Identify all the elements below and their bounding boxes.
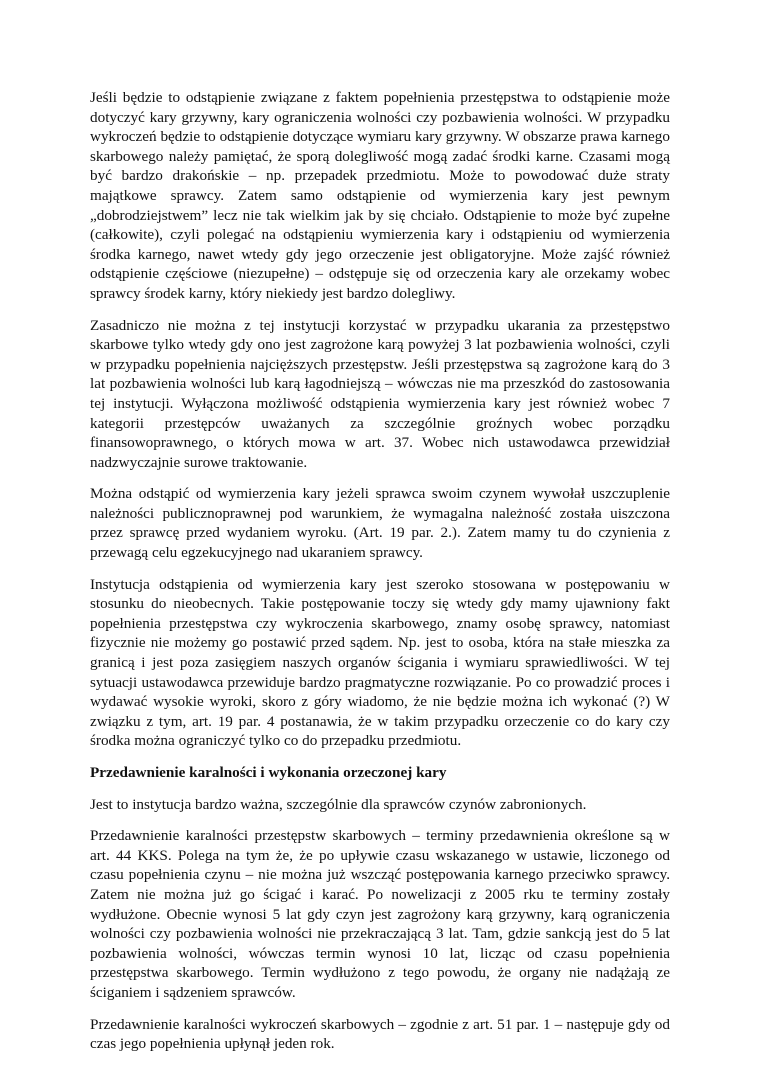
paragraph-offences-limitation: Przedawnienie karalności wykroczeń skarbowych – zgodnie z art. 51 par. 1 – następuje gdy od czas jego popełnienia upłynął jeden rok. [90, 1015, 670, 1053]
document-page [90, 88, 670, 1066]
paragraph-payment-condition: Można odstąpić od wymierzenia kary jeżeli sprawca swoim czynem wywołał uszczuplenie należności publicznoprawnej pod warunkiem, że wymagalna należność została uiszczona przez sprawcę przed wydaniem wyroku. (Art. 19 par. 2.). Zatem mamy tu do czynienia z przewagą celu egzekucyjnego nad ukaraniem sprawcy. [90, 485, 670, 562]
paragraph-section-intro: Jest to instytucja bardzo ważna, szczególnie dla sprawców czynów zabronionych. [90, 795, 587, 813]
section-heading: Przedawnienie karalności i wykonania orzeczonej kary [90, 764, 447, 781]
paragraph-odstapienie-scope: Jeśli będzie to odstąpienie związane z faktem popełnienia przestępstwa to odstąpienie może dotyczyć kary grzywny, kary ograniczenia wolności czy pozbawienia wolności. W przypadku wykroczeń będzie to odstąpienie dotyczące wymiaru kary grzywny. W obszarze prawa karnego skarbowego należy pamiętać, że sporą dolegliwość mogą zadać środki karne. Czasami mogą być bardzo drakońskie – np. przepadek przedmiotu. Może to powodować duże straty majątkowe sprawcy. Zatem samo odstąpienie od wymierzenia kary jest pewnym „dobrodziejstwem” lecz nie tak wielkim jak by się chciało. Odstąpienie to może być zupełne (całkowite), czyli polegać na odstąpieniu wymierzenia kary i odstąpieniu od wymierzenia środka karnego, nawet wtedy gdy jego orzeczenie jest obligatoryjne. Może zajść również odstąpienie częściowe (niezupełne) – odstępuje się od orzeczenia kary ale orzekamy wobec sprawcy środek karny, który niekiedy jest bardzo dolegliwy. [90, 89, 670, 302]
paragraph-absent-proceedings: Instytucja odstąpienia od wymierzenia kary jest szeroko stosowana w postępowaniu w stosunku do nieobecnych. Takie postępowanie toczy się wtedy gdy mamy ujawniony fakt popełnienia przestępstwa czy wykroczenia skarbowego, znamy osobę sprawcy, natomiast fizycznie nie możemy go postawić przed sądem. Np. jest to osoba, która na stałe mieszka za granicą i jest poza zasięgiem naszych organów ścigania i wymiaru sprawiedliwości. W tej sytuacji ustawodawca przewiduje bardzo pragmatyczne rozwiązanie. Po co prowadzić proces i wydawać wysokie wyroki, skoro z góry wiadomo, że nie będzie można ich wykonać (?) W związku z tym, art. 19 par. 4 postanawia, że w takim przypadku orzeczenie co do kary czy środka można ograniczyć tylko co do przepadku przedmiotu. [90, 575, 670, 750]
paragraph-exclusions: Zasadniczo nie można z tej instytucji korzystać w przypadku ukarania za przestępstwo skarbowe tylko wtedy gdy ono jest zagrożone karą powyżej 3 lat pozbawienia wolności, czyli w przypadku popełnienia najcięższych przestępstw. Jeśli przestępstwa są zagrożone karą do 3 lat pozbawienia wolności lub karą łagodniejszą – wówczas nie ma przeszkód do zastosowania tej instytucji. Wyłączona możliwość odstąpienia wymierzenia kary jest również wobec 7 kategorii przestępców uważanych za szczególnie groźnych wobec porządku finansowoprawnego, o których mowa w art. 37. Wobec nich ustawodawca przewidział nadzwyczajnie surowe traktowanie. [90, 316, 670, 471]
paragraph-crimes-limitation: Przedawnienie karalności przestępstw skarbowych – terminy przedawnienia określone są w art. 44 KKS. Polega na tym że, że po upływie czasu wskazanego w ustawie, liczonego od czasu popełnienia czynu – nie można już wszcząć postępowania karnego przeciwko sprawcy. Zatem nie można już go ścigać i karać. Po nowelizacji z 2005 rku te terminy zostały wydłużone. Obecnie wynosi 5 lat gdy czyn jest zagrożony karą grzywny, karą ograniczenia wolności czy pozbawienia wolności nie przekraczającą 3 lat. Tam, gdzie sankcją jest do 5 lat pozbawienia wolności, wówczas termin wynosi 10 lat, licząc od czasu popełnienia przestępstwa skarbowego. Termin wydłużono z tego powodu, że organy nie nadążają ze ściganiem i sądzeniem sprawców. [90, 827, 670, 1001]
